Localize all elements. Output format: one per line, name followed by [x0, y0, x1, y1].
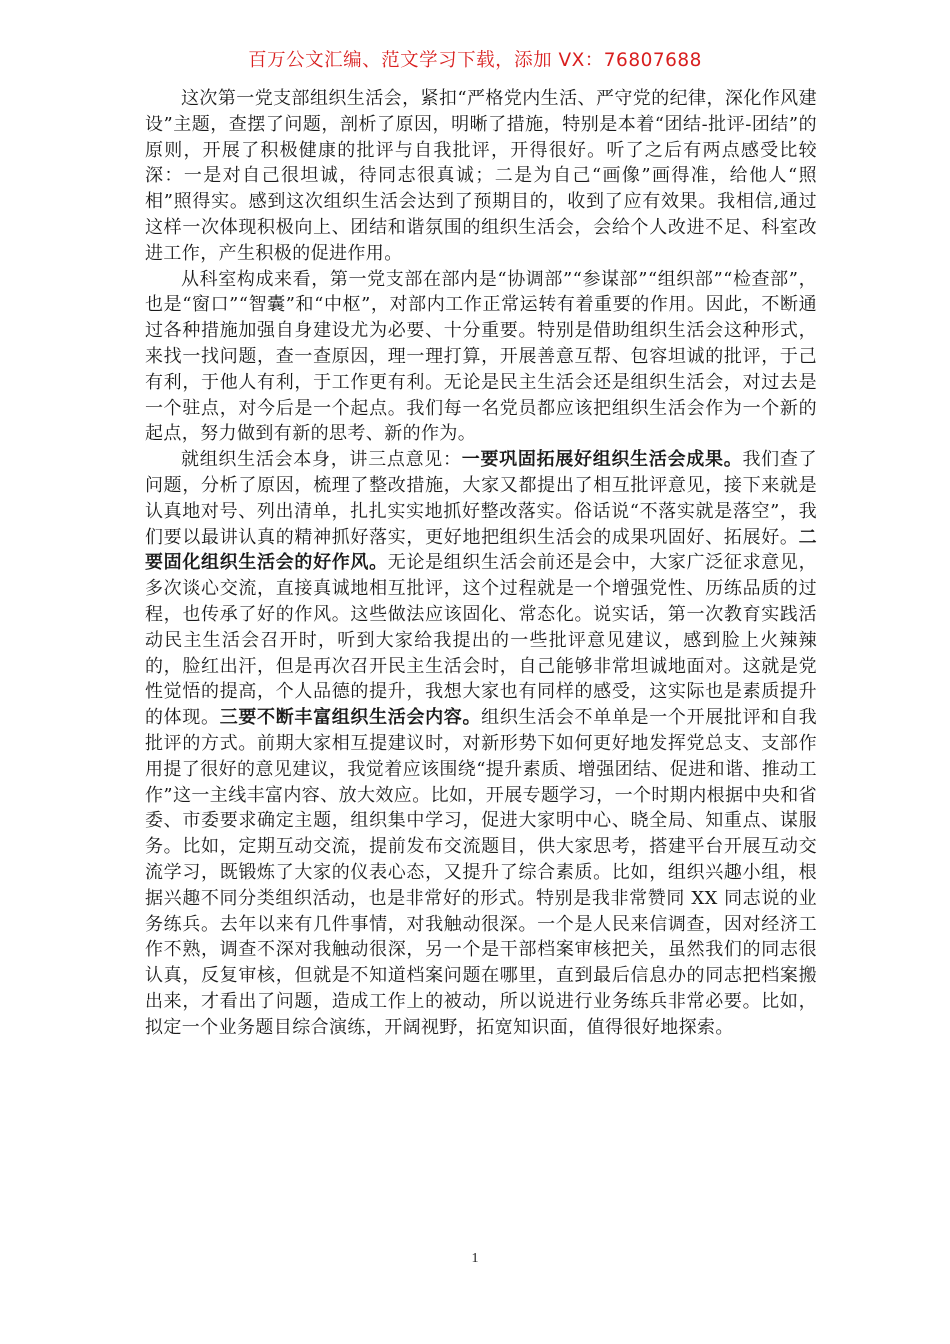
paragraph-text: 组织生活会不单单是一个开展批评和自我批评的方式。前期大家相互提建议时，对新形势下如何更好地发挥党总支、支部作用提了很好的意见建议，我觉着应该围绕“提升素质、增强团结、促进和谐、推动工作”这一主线丰富内容、放大效应。比如，开展专题学习，一个时期内根据中央和省委、市委要求确定主题，组织集中学习，促进大家明中心、晓全局、知重点、谋服务。比如，定期互动交流，提前发布交流题目，供大家思考，搭建平台开展互动交流学习，既锻炼了大家的仪表心态，又提升了综合素质。比如，组织兴趣小组，根据兴趣不同分类组织活动，也是非常好的形式。特别是我非常赞同 XX 同志说的业务练兵。去年以来有几件事情，对我触动很深。一个是人民来信调查，因对经济工作不熟，调查不深对我触动很深，另一个是干部档案审核把关，虽然我们的同志很认真，反复审核，但就是不知道档案问题在哪里，直到最后信息办的同志把档案搬出来，才看出了问题，造成工作上的被动，所以说进行业务练兵非常必要。比如，拟定一个业务题目综合演练，开阔视野，拓宽知识面，值得很好地探索。 — [145, 707, 817, 1038]
document-body — [145, 86, 817, 1040]
point-two-heading: 二要固化组织生活会的好作风。 — [145, 526, 817, 574]
paragraph-text: 我们查了问题，分析了原因，梳理了整改措施，大家又都提出了相互批评意见，接下来就是认真地对号、列出清单，扎扎实实地抓好整改落实。俗话说“不落实就是落空”，我们要以最讲认真的精神抓好落实，更好地把组织生活会的成果巩固好、拓展好。 — [145, 449, 818, 548]
paragraph-text: 从科室构成来看，第一党支部在部内是“协调部”“参谋部”“组织部”“检查部”，也是“窗口”“智囊”和“中枢”，对部内工作正常运转有着重要的作用。因此，不断通过各种措施加强自身建设尤为必要、十分重要。特别是借助组织生活会这种形式，来找一找问题，查一查原因，理一理打算，开展善意互帮、包容坦诚的批评，于己有利，于他人有利，于工作更有利。无论是民主生活会还是组织生活会，对过去是一个驻点，对今后是一个起点。我们每一名党员都应该把组织生活会作为一个新的起点，努力做到有新的思考、新的作为。 — [145, 268, 817, 445]
point-one-heading: 一要巩固拓展好组织生活会成果。 — [461, 449, 743, 471]
paragraph-text: 无论是组织生活会前还是会中，大家广泛征求意见，多次谈心交流，直接真诚地相互批评，这个过程就是一个增强党性、历练品质的过程，也传承了好的作风。这些做法应该固化、常态化。说实话，第一次教育实践活动民主生活会召开时，听到大家给我提出的一些批评意见建议，感到脸上火辣辣的，脸红出汗，但是再次召开民主生活会时，自己能够非常坦诚地面对。这就是党性觉悟的提高，个人品德的提升，我想大家也有同样的感受，这实际也是素质提升的体现。 — [145, 552, 817, 729]
paragraph-text: 这次第一党支部组织生活会，紧扣“严格党内生活、严守党的纪律，深化作风建设”主题，查摆了问题，剖析了原因，明晰了措施，特别是本着“团结-批评-团结”的原则，开展了积极健康的批评与自我批评，开得很好。听了之后有两点感受比较深：一是对自己很坦诚，待同志很真诚；二是为自己“画像”画得准，给他人“照相”照得实。感到这次组织生活会达到了预期目的，收到了应有效果。我相信,通过这样一次体现积极向上、团结和谐氛围的组织生活会，会给个人改进不足、科室改进工作，产生积极的促进作用。 — [145, 88, 817, 264]
page-number: 1 — [471, 1251, 479, 1266]
paragraph-3 — [145, 447, 817, 1040]
point-three-heading: 三要不断丰富组织生活会内容。 — [219, 707, 482, 729]
watermark-header: 百万公文汇编、范文学习下载，添加 VX：76807688 — [248, 50, 702, 71]
paragraph-2 — [145, 267, 817, 448]
paragraph-1 — [145, 86, 817, 267]
paragraph-text: 就组织生活会本身，讲三点意见： — [181, 449, 462, 471]
